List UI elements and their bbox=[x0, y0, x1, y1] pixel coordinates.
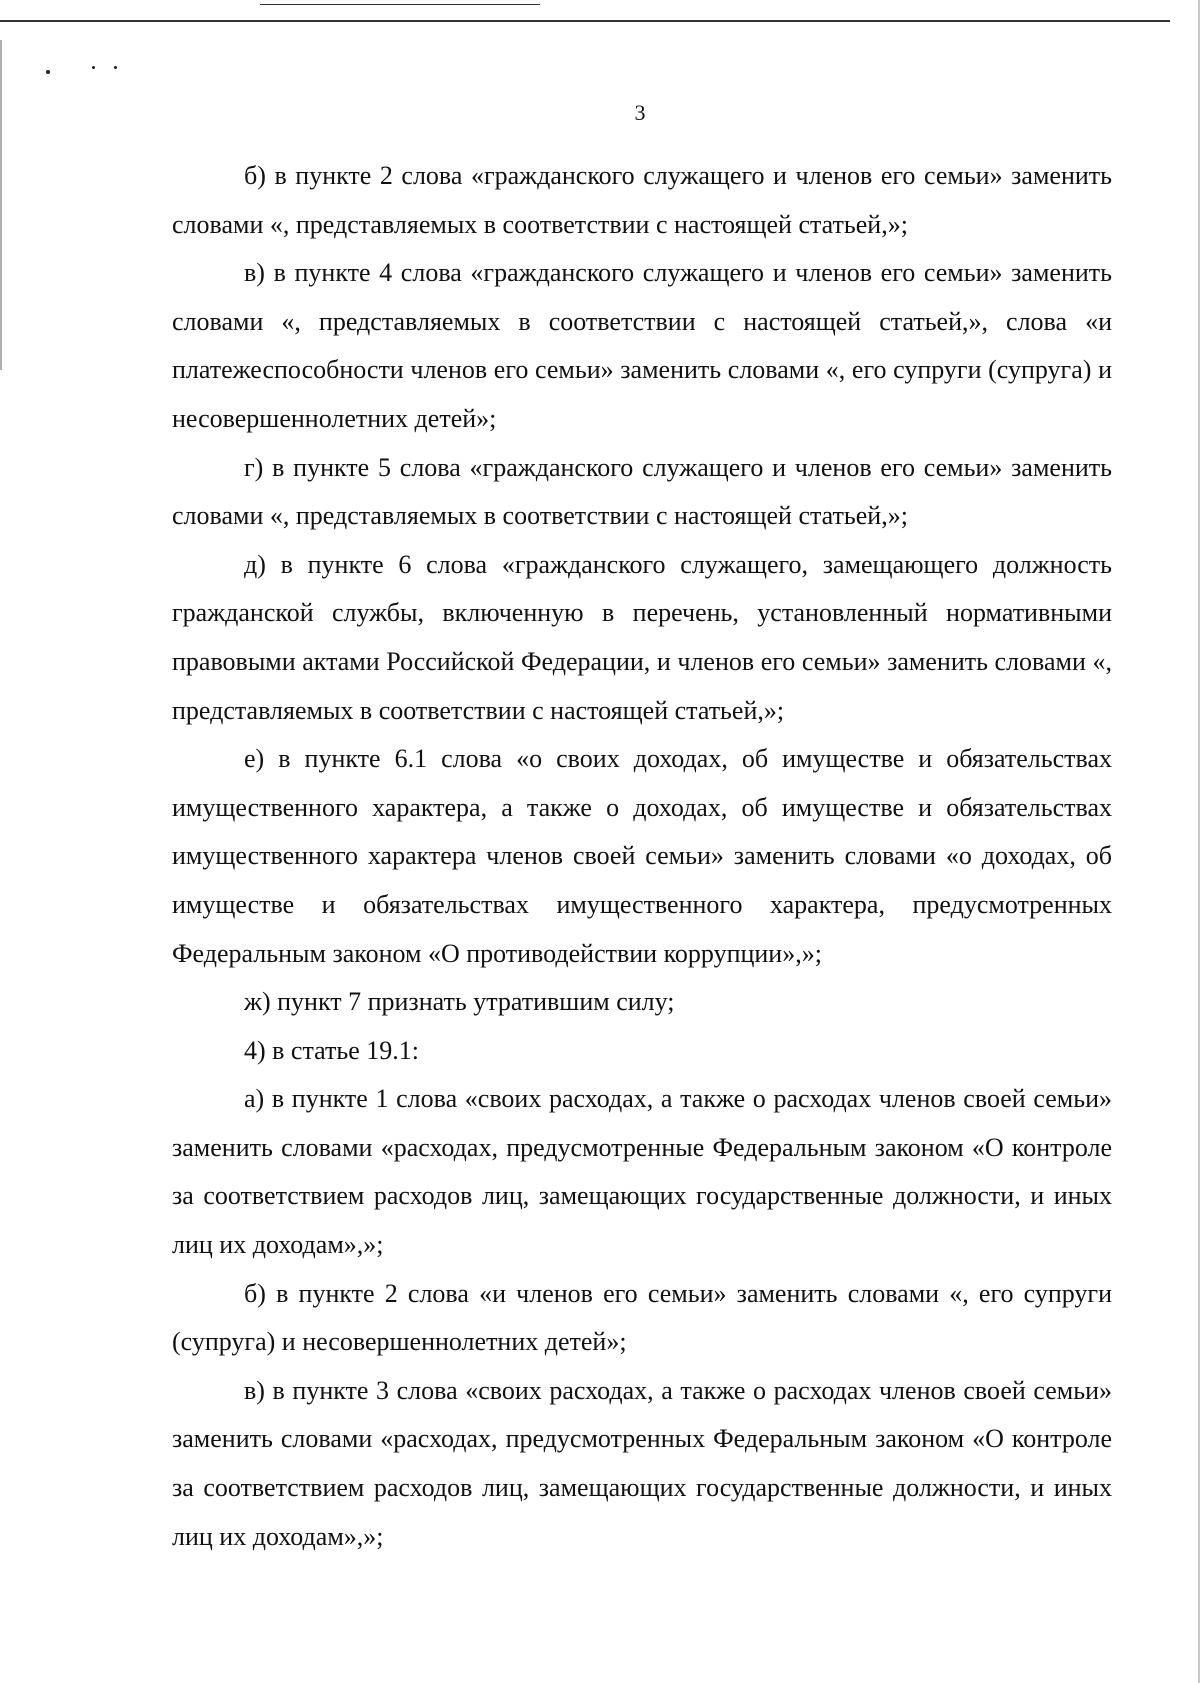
paragraph: а) в пункте 1 слова «своих расходах, а также о расходах членов своей семьи» заменить словами «расходах, предусмотренные Федеральным законом «О контроле за соответствием расходов лиц, замещающих государственные должности, и иных лиц их доходам»,»; bbox=[172, 1084, 1112, 1260]
scan-speck bbox=[92, 66, 95, 69]
document-body bbox=[172, 152, 1112, 1561]
scan-speck bbox=[46, 70, 50, 74]
paragraph: д) в пункте 6 слова «гражданского служащего, замещающего должность гражданской службы, включенную в перечень, установленный нормативными правовыми актами Российской Федерации, и членов его семьи» заменить словами «, представляемых в соответствии с настоящей статьей,»; bbox=[172, 549, 1112, 725]
paragraph: в) в пункте 3 слова «своих расходах, а также о расходах членов своей семьи» заменить словами «расходах, предусмотренных Федеральным законом «О контроле за соответствием расходов лиц, замещающих государственные должности, и иных лиц их доходам»,»; bbox=[172, 1375, 1112, 1551]
scan-line-top-short bbox=[260, 4, 540, 5]
page-edge-left bbox=[0, 40, 2, 370]
scan-speck bbox=[114, 66, 117, 69]
paragraph: 4) в статье 19.1: bbox=[244, 1035, 420, 1065]
paragraph: в) в пункте 4 слова «гражданского служащего и членов его семьи» заменить словами «, представляемых в соответствии с настоящей статьей,», слова «и платежеспособности членов его семьи» заменить словами «, его супруги (супруга) и несовершеннолетних детей»; bbox=[172, 258, 1112, 433]
page-number: 3 bbox=[634, 100, 646, 125]
paragraph: ж) пункт 7 признать утратившим силу; bbox=[244, 987, 675, 1017]
paragraph: г) в пункте 5 слова «гражданского служащего и членов его семьи» заменить словами «, представляемых в соответствии с настоящей статьей,»; bbox=[172, 452, 1112, 531]
paragraph: б) в пункте 2 слова «и членов его семьи» заменить словами «, его супруги (супруга) и несовершеннолетних детей»; bbox=[172, 1278, 1112, 1357]
paragraph: е) в пункте 6.1 слова «о своих доходах, об имуществе и обязательствах имущественного характера, а также о доходах, об имуществе и обязательствах имущественного характера членов своей семьи» заменить словами «о доходах, об имуществе и обязательствах имущественного характера, предусмотренных Федеральным законом «О противодействии коррупции»,»; bbox=[172, 744, 1112, 968]
scan-line-top bbox=[0, 20, 1170, 22]
paragraph: б) в пункте 2 слова «гражданского служащего и членов его семьи» заменить словами «, представляемых в соответствии с настоящей статьей,»; bbox=[172, 161, 1112, 239]
